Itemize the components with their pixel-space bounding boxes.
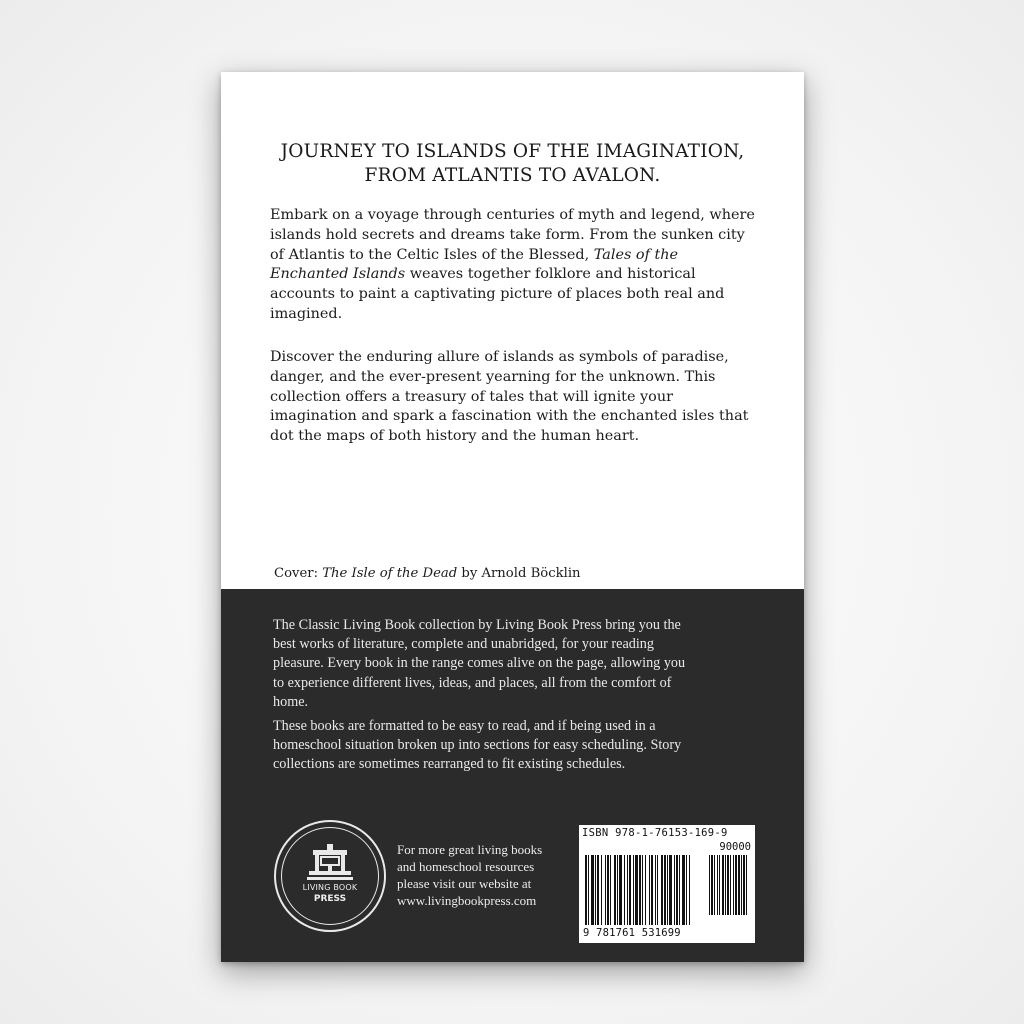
barcode-bar xyxy=(635,855,638,925)
barcode-bar xyxy=(689,855,690,925)
blurb-line: imagined. xyxy=(270,305,343,322)
barcode-bar xyxy=(642,855,643,925)
blurb-paragraph-1 xyxy=(270,206,770,325)
publisher-logo xyxy=(274,820,386,932)
barcode-bar xyxy=(664,855,666,925)
addon-bar xyxy=(711,855,713,915)
blurb-line: islands hold secrets and dreams take form. From the sunken city xyxy=(270,226,745,243)
addon-bar xyxy=(709,855,710,915)
website-url: www.livingbookpress.com xyxy=(397,893,537,908)
barcode-bar xyxy=(669,855,672,925)
blurb-paragraph-2 xyxy=(270,348,770,447)
publisher-band xyxy=(221,589,804,962)
barcode-bar xyxy=(651,855,653,925)
addon-bar xyxy=(743,855,745,915)
book-title-italic: Enchanted Islands xyxy=(270,266,406,283)
barcode-bar xyxy=(588,855,589,925)
headline-line-1: JOURNEY TO ISLANDS OF THE IMAGINATION, xyxy=(280,141,745,162)
addon-bar xyxy=(733,855,734,915)
barcode-bar xyxy=(655,855,656,925)
barcode-bar xyxy=(629,855,631,925)
website-info-line: For more great living books xyxy=(397,842,543,857)
addon-bar xyxy=(725,855,726,915)
barcode-bar xyxy=(595,855,596,925)
cover-credit xyxy=(274,566,581,581)
blurb-text: of Atlantis to the Celtic Isles of the Blessed, xyxy=(270,246,594,263)
addon-bar xyxy=(735,855,737,915)
barcode-bar xyxy=(686,855,687,925)
website-info-line: and homeschool resources xyxy=(397,859,535,874)
isbn-barcode xyxy=(579,825,755,943)
series-line: best works of literature, complete and unabridged, for your reading xyxy=(273,636,654,653)
barcode-bar xyxy=(633,855,634,925)
barcode-bar xyxy=(601,855,602,925)
barcode-bar xyxy=(667,855,668,925)
website-info-line: please visit our website at xyxy=(397,876,532,891)
blurb-line: collection offers a treasury of tales that will ignite your xyxy=(270,388,673,405)
series-line: to experience different lives, ideas, and places, all from the comfort of xyxy=(273,674,672,691)
barcode-bar xyxy=(639,855,641,925)
blurb-line: Embark on a voyage through centuries of myth and legend, where xyxy=(270,207,755,223)
book-title-italic: Tales of the xyxy=(593,246,679,263)
format-line: collections are sometimes rearranged to fit existing schedules. xyxy=(273,756,626,773)
barcode-bar xyxy=(627,855,628,925)
barcode-bar xyxy=(605,855,606,925)
logo-text-line-1: LIVING BOOK xyxy=(302,883,358,892)
barcode-bar xyxy=(682,855,685,925)
credit-artwork-title: The Isle of the Dead xyxy=(322,566,458,581)
credit-artist: by Arnold Böcklin xyxy=(457,566,581,581)
barcode-bar xyxy=(614,855,616,925)
addon-bar xyxy=(722,855,724,915)
logo-text-line-2: PRESS xyxy=(313,894,347,904)
addon-bar xyxy=(717,855,718,915)
headline xyxy=(221,140,804,188)
barcode-bars xyxy=(585,855,749,927)
barcode-bar xyxy=(624,855,625,925)
barcode-bar xyxy=(676,855,678,925)
barcode-digits: 9 781761 531699 xyxy=(583,927,681,939)
barcode-bar xyxy=(661,855,663,925)
barcode-bar xyxy=(674,855,675,925)
addon-bar xyxy=(714,855,715,915)
blurb-line xyxy=(270,246,770,266)
barcode-bar xyxy=(607,855,609,925)
format-line: These books are formatted to be easy to read, and if being used in a xyxy=(273,718,656,734)
format-description xyxy=(273,717,773,775)
printing-press-icon xyxy=(305,844,355,884)
series-line: The Classic Living Book collection by Living Book Press bring you the xyxy=(273,617,681,633)
barcode-bar xyxy=(585,855,587,925)
series-line: pleasure. Every book in the range comes alive on the page, allowing you xyxy=(273,655,686,672)
credit-prefix: Cover: xyxy=(274,566,323,581)
barcode-bar xyxy=(617,855,618,925)
blurb-text: weaves together folklore and historical xyxy=(405,266,696,283)
barcode-bar xyxy=(619,855,622,925)
isbn-label: ISBN 978-1-76153-169-9 xyxy=(582,827,728,839)
barcode-bar xyxy=(679,855,680,925)
barcode-bar xyxy=(657,855,658,925)
blurb-line xyxy=(270,265,770,285)
book-back-cover xyxy=(221,72,804,962)
price-code: 90000 xyxy=(719,841,751,853)
barcode-bar xyxy=(649,855,650,925)
addon-bar xyxy=(727,855,729,915)
series-line: home. xyxy=(273,693,309,710)
format-line: homeschool situation broken up into sections for easy scheduling. Story xyxy=(273,737,682,754)
headline-line-2: FROM ATLANTIS TO AVALON. xyxy=(364,165,661,186)
series-description xyxy=(273,616,773,712)
barcode-bar xyxy=(591,855,594,925)
website-info xyxy=(397,841,577,909)
barcode-bar xyxy=(645,855,646,925)
addon-bar xyxy=(738,855,740,915)
blurb-line: Discover the enduring allure of islands as symbols of paradise, xyxy=(270,349,729,365)
barcode-bar xyxy=(610,855,611,925)
addon-bar xyxy=(741,855,742,915)
blurb-line: accounts to paint a captivating picture of places both real and xyxy=(270,286,725,303)
barcode-bar xyxy=(597,855,599,925)
blurb-line: imagination and spark a fascination with the enchanted isles that xyxy=(270,408,749,425)
blurb-line: danger, and the ever-present yearning for the unknown. This xyxy=(270,368,716,385)
blurb-line: dot the maps of both history and the human heart. xyxy=(270,428,640,445)
addon-bar xyxy=(719,855,720,915)
addon-bar xyxy=(746,855,747,915)
addon-bar xyxy=(730,855,731,915)
